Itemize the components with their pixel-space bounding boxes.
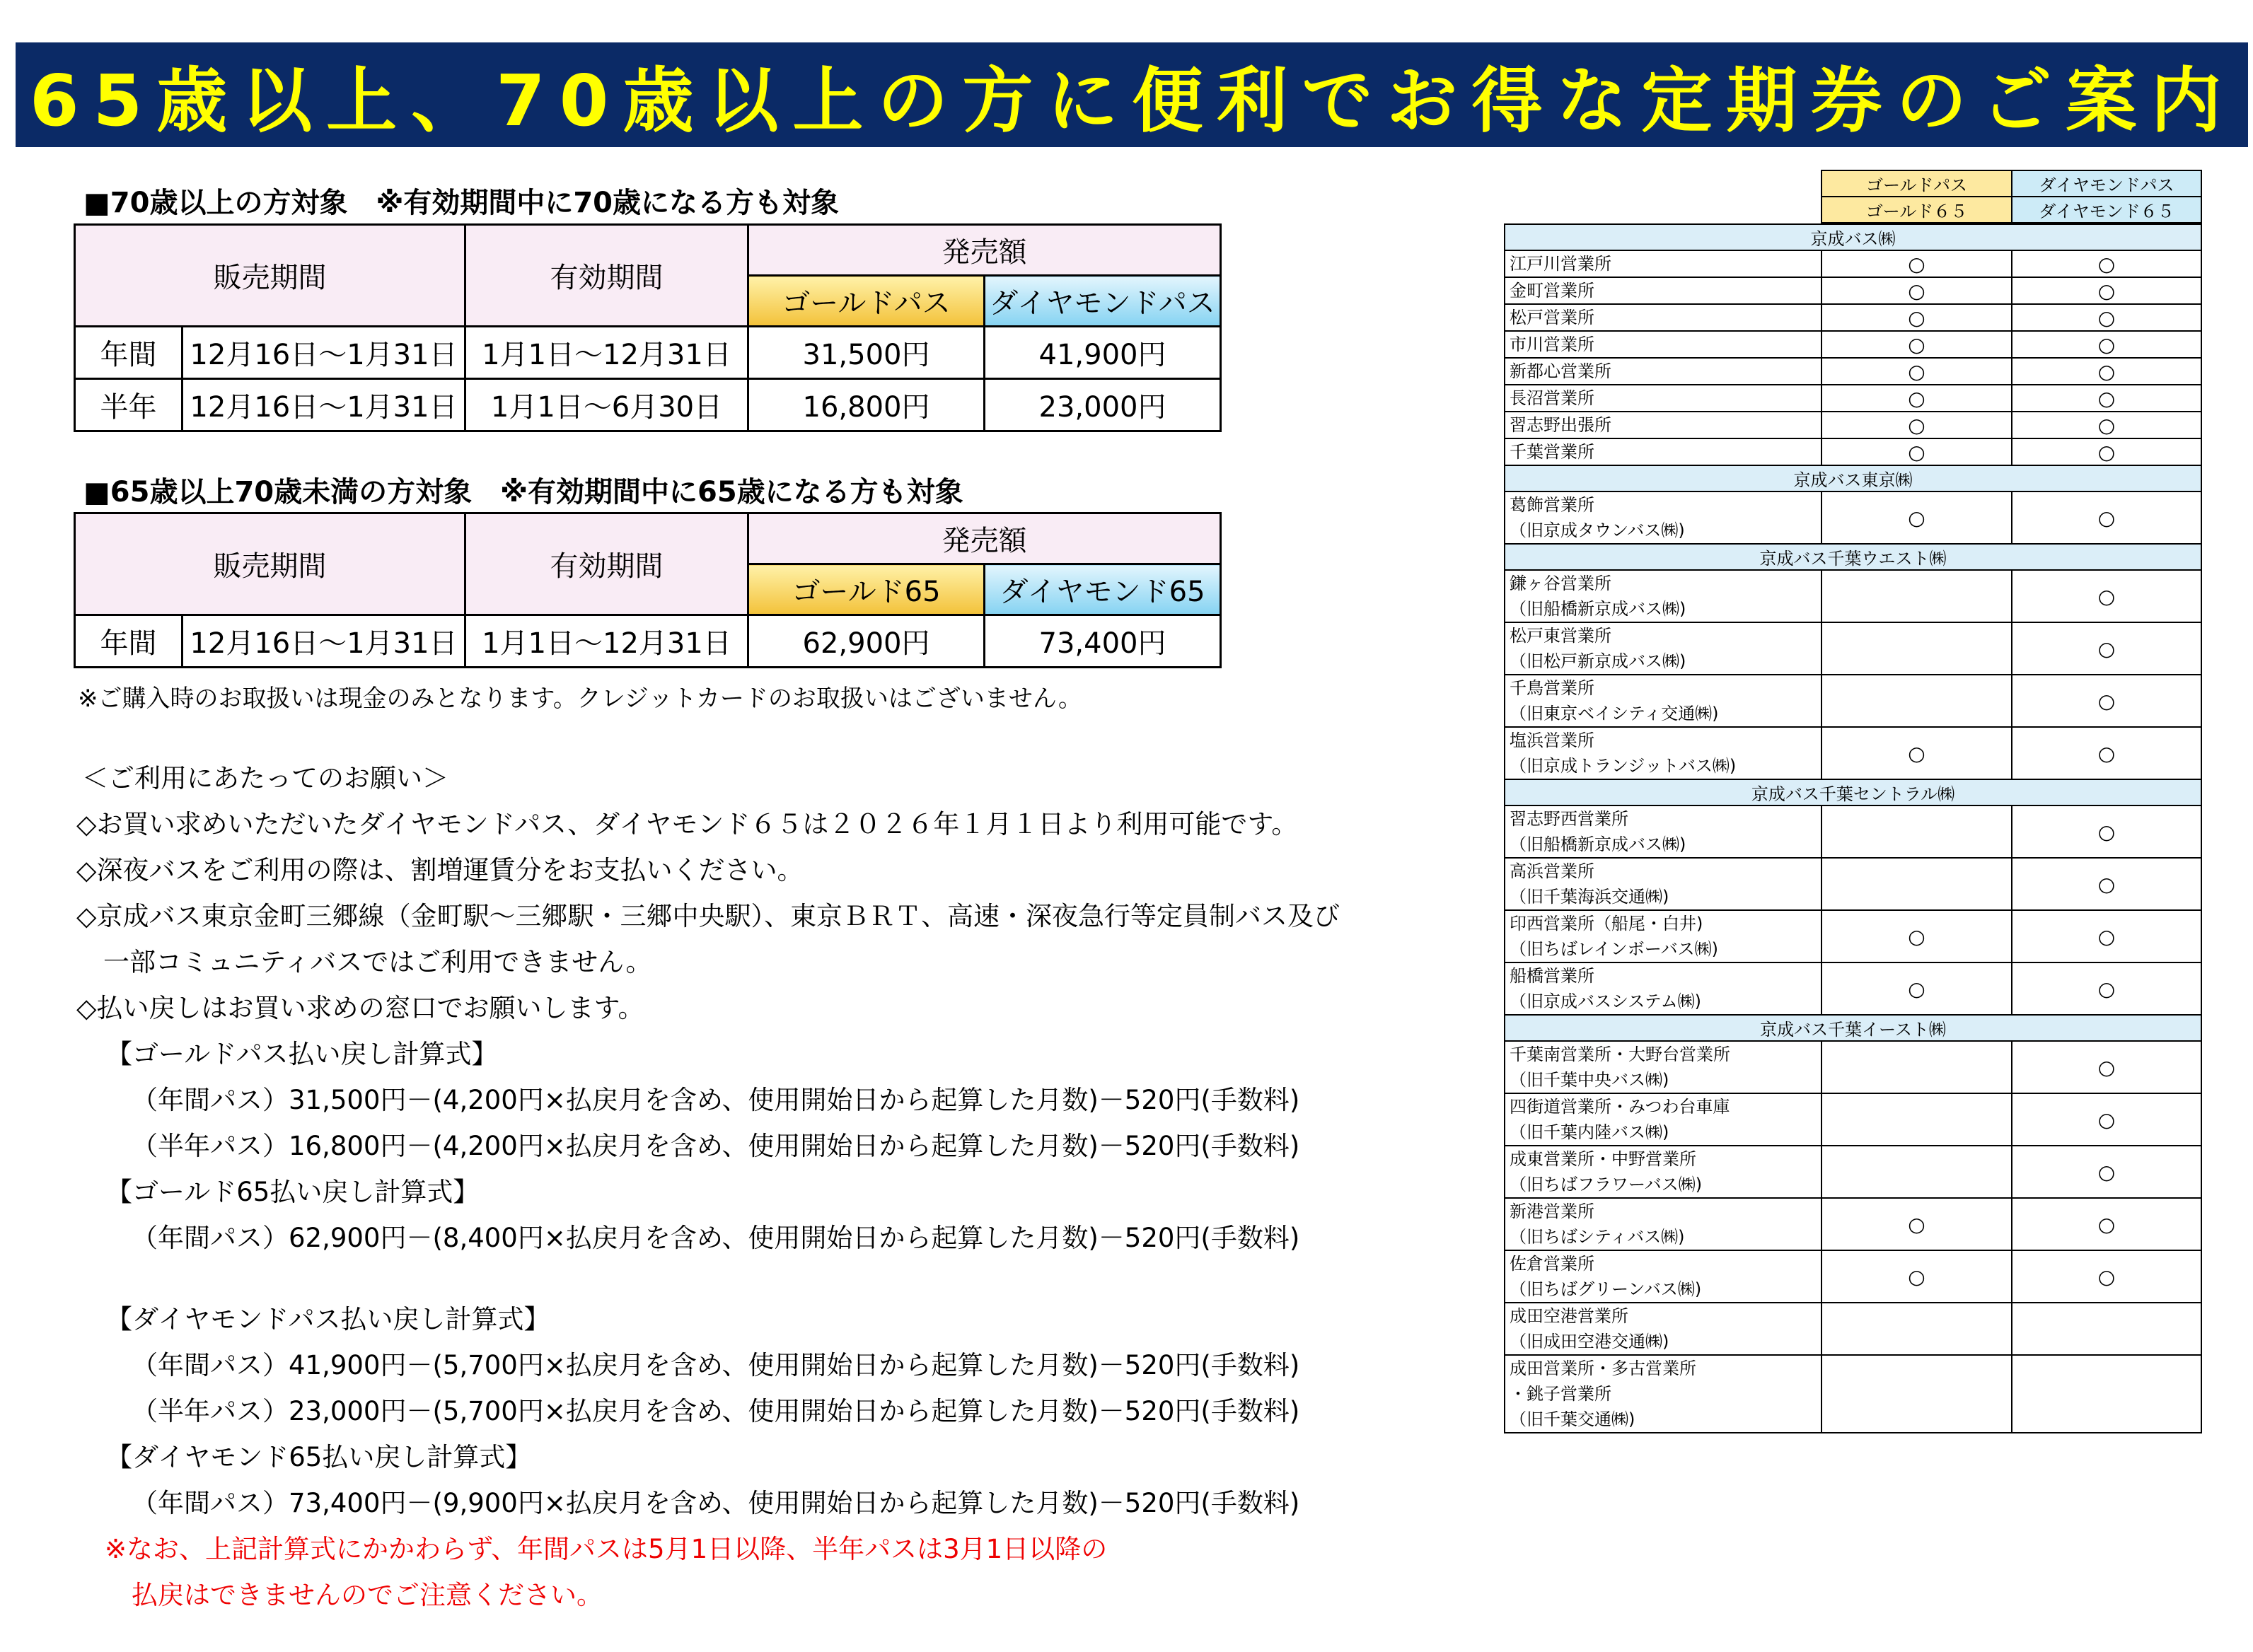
diamond-price: 73,400円 — [985, 615, 1221, 668]
header-valid-period: 有効期間 — [465, 225, 748, 327]
gold-availability-mark — [1821, 1041, 2012, 1093]
diamond-availability-mark: ○ — [2012, 570, 2201, 622]
diamond-availability-mark: ○ — [2012, 385, 2201, 412]
depot-row — [1505, 250, 2201, 277]
depot-name — [1505, 675, 1821, 727]
depot-name-line: 長沼営業所 — [1510, 388, 1594, 408]
company-group-row — [1505, 465, 2201, 491]
depot-name — [1505, 570, 1821, 622]
diamond-availability-mark — [2012, 1303, 2201, 1355]
legend-diamond65: ダイヤモンド６５ — [2012, 197, 2201, 223]
diamond-availability-mark: ○ — [2012, 910, 2201, 962]
depot-row — [1505, 805, 2201, 858]
diamond-availability-mark: ○ — [2012, 250, 2201, 277]
diamond-availability-mark: ○ — [2012, 438, 2201, 465]
pass-type: 半年 — [75, 379, 183, 431]
diamond-availability-mark: ○ — [2012, 1146, 2201, 1198]
gold-availability-mark — [1821, 1303, 2012, 1355]
diamond-price: 41,900円 — [985, 327, 1221, 379]
diamond-availability-mark: ○ — [2012, 304, 2201, 331]
depot-name-line: 金町営業所 — [1510, 281, 1594, 301]
company-name: 京成バス千葉ウエスト㈱ — [1505, 544, 2201, 570]
depot-name-line: 印西営業所（船尾・白井) — [1510, 914, 1703, 933]
refund-formula: （年間パス）41,900円－(5,700円×払戻月を含め、使用開始日から起算した月数)－520円(手数料) — [132, 1350, 1300, 1380]
depot-name — [1505, 491, 1821, 544]
depot-row — [1505, 622, 2201, 675]
depot-row — [1505, 1146, 2201, 1198]
depot-name-line: （旧松戸新京成バス㈱) — [1510, 651, 1686, 671]
diamond-availability-mark: ○ — [2012, 858, 2201, 910]
refund-formula: （半年パス）23,000円－(5,700円×払戻月を含め、使用開始日から起算した月数)－520円(手数料) — [132, 1396, 1300, 1426]
company-name: 京成バス千葉セントラル㈱ — [1505, 779, 2201, 805]
gold-price: 16,800円 — [748, 379, 985, 431]
depot-row — [1505, 1041, 2201, 1093]
depot-name — [1505, 438, 1821, 465]
depot-row — [1505, 962, 2201, 1015]
depot-name-line: （旧千葉海浜交通㈱) — [1510, 887, 1669, 907]
depot-name-line: 習志野出張所 — [1510, 415, 1611, 435]
depot-row — [1505, 358, 2201, 385]
depot-row — [1505, 675, 2201, 727]
gold-availability-mark: ○ — [1821, 358, 2012, 385]
note-line: ◇お買い求めいただいたダイヤモンドパス、ダイヤモンド６５は２０２６年１月１日より利用可能です。 — [76, 809, 1298, 839]
diamond-availability-mark: ○ — [2012, 358, 2201, 385]
depot-name-line: （旧ちばシティバス㈱) — [1510, 1227, 1685, 1247]
depot-row — [1505, 858, 2201, 910]
depot-name — [1505, 1355, 1821, 1433]
depot-name — [1505, 1041, 1821, 1093]
company-group-row — [1505, 224, 2201, 250]
price-row — [75, 327, 1221, 379]
depot-name — [1505, 1146, 1821, 1198]
title-banner — [16, 42, 2248, 147]
depot-row — [1505, 304, 2201, 331]
depot-name-line: （旧京成トランジットバス㈱) — [1510, 756, 1737, 776]
pass-legend — [1821, 170, 2202, 223]
note-line: 一部コミュニティバスではご利用できません。 — [103, 947, 652, 977]
gold-availability-mark: ○ — [1821, 277, 2012, 304]
header-sale-period: 販売期間 — [75, 225, 465, 327]
depot-name-line: 千葉南営業所・大野台営業所 — [1510, 1045, 1730, 1064]
depot-row — [1505, 1355, 2201, 1433]
depot-row — [1505, 438, 2201, 465]
depot-name-line: （旧ちばレインボーバス㈱) — [1510, 939, 1718, 959]
depot-row — [1505, 1250, 2201, 1303]
diamond-availability-mark: ○ — [2012, 1250, 2201, 1303]
depot-row — [1505, 385, 2201, 412]
depot-name — [1505, 1198, 1821, 1250]
gold-availability-mark — [1821, 570, 2012, 622]
depot-name-line: （旧船橋新京成バス㈱) — [1510, 834, 1686, 854]
gold-availability-mark: ○ — [1821, 304, 2012, 331]
depot-name-line: 松戸東営業所 — [1510, 626, 1611, 646]
note-line: ◇払い戻しはお買い求めの窓口でお願いします。 — [76, 993, 644, 1023]
price-row — [75, 379, 1221, 431]
refund-formula: （年間パス）73,400円－(9,900円×払戻月を含め、使用開始日から起算した月数)－520円(手数料) — [132, 1488, 1300, 1518]
depot-name-line: 江戸川営業所 — [1510, 254, 1611, 274]
gold-availability-mark: ○ — [1821, 438, 2012, 465]
gold-availability-mark — [1821, 1093, 2012, 1146]
depot-name-line: 塩浜営業所 — [1510, 731, 1594, 750]
depot-name-line: （旧船橋新京成バス㈱) — [1510, 599, 1686, 619]
payment-note: ※ご購入時のお取扱いは現金のみとなります。クレジットカードのお取扱いはございません。 — [78, 685, 1082, 713]
depot-name-line: ・銚子営業所 — [1510, 1384, 1611, 1404]
refund-heading: 【ゴールドパス払い戻し計算式】 — [106, 1039, 498, 1069]
diamond-availability-mark: ○ — [2012, 331, 2201, 358]
depot-name — [1505, 250, 1821, 277]
gold-price: 31,500円 — [748, 327, 985, 379]
gold-availability-mark: ○ — [1821, 962, 2012, 1015]
notes-heading: ＜ご利用にあたってのお願い＞ — [82, 763, 448, 793]
depot-name-line: （旧ちばフラワーバス㈱) — [1510, 1175, 1703, 1194]
depot-name — [1505, 385, 1821, 412]
depot-row — [1505, 1198, 2201, 1250]
gold-availability-mark — [1821, 675, 2012, 727]
header-diamond-pass: ダイヤモンドパス — [985, 276, 1221, 327]
depot-table — [1504, 223, 2202, 1433]
depot-name-line: 佐倉営業所 — [1510, 1254, 1594, 1274]
legend-gold65: ゴールド６５ — [1821, 197, 2012, 223]
depot-row — [1505, 570, 2201, 622]
refund-warning: ※なお、上記計算式にかかわらず、年間パスは5月1日以降、半年パスは3月1日以降の — [105, 1534, 1108, 1564]
price-row — [75, 615, 1221, 668]
diamond-availability-mark: ○ — [2012, 1198, 2201, 1250]
gold-availability-mark — [1821, 858, 2012, 910]
price-table-65 — [74, 512, 1222, 668]
depot-name — [1505, 962, 1821, 1015]
depot-name — [1505, 622, 1821, 675]
depot-name-line: （旧東京ベイシティ交通㈱) — [1510, 704, 1719, 723]
diamond-availability-mark: ○ — [2012, 1041, 2201, 1093]
header-valid-period: 有効期間 — [465, 513, 748, 615]
depot-name — [1505, 304, 1821, 331]
gold-availability-mark: ○ — [1821, 727, 2012, 779]
depot-name — [1505, 1093, 1821, 1146]
diamond-availability-mark: ○ — [2012, 412, 2201, 438]
depot-name-line: （旧京成バスシステム㈱) — [1510, 991, 1701, 1011]
depot-name-line: （旧千葉内陸バス㈱) — [1510, 1122, 1669, 1142]
depot-name-line: 葛飾営業所 — [1510, 495, 1594, 515]
depot-name — [1505, 412, 1821, 438]
depot-name-line: 成田営業所・多古営業所 — [1510, 1359, 1696, 1378]
refund-heading: 【ダイヤモンドパス払い戻し計算式】 — [106, 1304, 550, 1334]
diamond-price: 23,000円 — [985, 379, 1221, 431]
gold-availability-mark — [1821, 622, 2012, 675]
gold-availability-mark: ○ — [1821, 250, 2012, 277]
company-group-row — [1505, 1015, 2201, 1041]
sale-period: 12月16日～1月31日 — [183, 327, 465, 379]
depot-name-line: 成東営業所・中野営業所 — [1510, 1149, 1696, 1169]
company-name: 京成バス千葉イースト㈱ — [1505, 1015, 2201, 1041]
refund-heading: 【ダイヤモンド65払い戻し計算式】 — [106, 1442, 532, 1472]
header-gold-pass: ゴールドパス — [748, 276, 985, 327]
depot-name — [1505, 910, 1821, 962]
diamond-availability-mark: ○ — [2012, 1093, 2201, 1146]
depot-name-line: （旧千葉交通㈱) — [1510, 1409, 1635, 1429]
note-line: ◇深夜バスをご利用の際は、割増運賃分をお支払いください。 — [76, 855, 804, 885]
depot-name-line: 成田空港営業所 — [1510, 1306, 1628, 1326]
depot-name-line: 新港営業所 — [1510, 1202, 1594, 1221]
depot-name-line: 習志野西営業所 — [1510, 809, 1628, 829]
legend-gold-pass: ゴールドパス — [1821, 170, 2012, 197]
company-name: 京成バス㈱ — [1505, 224, 2201, 250]
price-table-70 — [74, 223, 1222, 432]
depot-name-line: 松戸営業所 — [1510, 308, 1594, 327]
depot-row — [1505, 491, 2201, 544]
company-name: 京成バス東京㈱ — [1505, 465, 2201, 491]
company-group-row — [1505, 779, 2201, 805]
gold-availability-mark: ○ — [1821, 331, 2012, 358]
gold-availability-mark: ○ — [1821, 910, 2012, 962]
pass-type: 年間 — [75, 615, 183, 668]
header-sale-period: 販売期間 — [75, 513, 465, 615]
depot-name-line: （旧千葉中央バス㈱) — [1510, 1070, 1669, 1090]
diamond-availability-mark: ○ — [2012, 805, 2201, 858]
depot-name — [1505, 358, 1821, 385]
diamond-availability-mark: ○ — [2012, 277, 2201, 304]
depot-name — [1505, 277, 1821, 304]
depot-row — [1505, 910, 2201, 962]
section-65-title: ■65歳以上70歳未満の方対象 ※有効期間中に65歳になる方も対象 — [83, 476, 963, 508]
depot-name — [1505, 858, 1821, 910]
depot-name-line: （旧京成タウンバス㈱) — [1510, 520, 1685, 540]
gold-availability-mark: ○ — [1821, 1198, 2012, 1250]
diamond-availability-mark: ○ — [2012, 727, 2201, 779]
depot-name-line: 千葉営業所 — [1510, 442, 1594, 462]
depot-name — [1505, 1250, 1821, 1303]
depot-name-line: （旧ちばグリーンバス㈱) — [1510, 1279, 1702, 1299]
gold-availability-mark: ○ — [1821, 412, 2012, 438]
depot-name-line: （旧成田空港交通㈱) — [1510, 1332, 1669, 1351]
header-price: 発売額 — [748, 513, 1221, 564]
depot-row — [1505, 1093, 2201, 1146]
depot-row — [1505, 412, 2201, 438]
note-line: ◇京成バス東京金町三郷線（金町駅～三郷駅・三郷中央駅）、東京ＢＲＴ、高速・深夜急行等定員制バス及び — [76, 901, 1340, 931]
depot-name — [1505, 1303, 1821, 1355]
header-gold65: ゴールド65 — [748, 564, 985, 615]
sale-period: 12月16日～1月31日 — [183, 615, 465, 668]
diamond-availability-mark: ○ — [2012, 491, 2201, 544]
refund-heading: 【ゴールド65払い戻し計算式】 — [106, 1177, 480, 1207]
valid-period: 1月1日～12月31日 — [465, 327, 748, 379]
depot-name — [1505, 331, 1821, 358]
header-diamond65: ダイヤモンド65 — [985, 564, 1221, 615]
legend-diamond-pass: ダイヤモンドパス — [2012, 170, 2201, 197]
valid-period: 1月1日～12月31日 — [465, 615, 748, 668]
pass-type: 年間 — [75, 327, 183, 379]
depot-name — [1505, 805, 1821, 858]
depot-name-line: 鎌ヶ谷営業所 — [1510, 574, 1611, 593]
depot-name-line: 四街道営業所・みつわ台車庫 — [1510, 1097, 1730, 1117]
depot-name-line: 高浜営業所 — [1510, 861, 1594, 881]
valid-period: 1月1日～6月30日 — [465, 379, 748, 431]
gold-availability-mark: ○ — [1821, 1250, 2012, 1303]
refund-formula: （年間パス）62,900円－(8,400円×払戻月を含め、使用開始日から起算した月数)－520円(手数料) — [132, 1223, 1300, 1253]
depot-name-line: 船橋営業所 — [1510, 966, 1594, 986]
gold-availability-mark — [1821, 805, 2012, 858]
depot-name-line: 新都心営業所 — [1510, 361, 1611, 381]
section-70-title: ■70歳以上の方対象 ※有効期間中に70歳になる方も対象 — [83, 187, 840, 219]
depot-row — [1505, 331, 2201, 358]
gold-price: 62,900円 — [748, 615, 985, 668]
diamond-availability-mark: ○ — [2012, 675, 2201, 727]
depot-name — [1505, 727, 1821, 779]
refund-warning: 払戻はできませんのでご注意ください。 — [132, 1580, 603, 1610]
diamond-availability-mark: ○ — [2012, 622, 2201, 675]
gold-availability-mark — [1821, 1355, 2012, 1433]
header-price: 発売額 — [748, 225, 1221, 276]
gold-availability-mark: ○ — [1821, 491, 2012, 544]
sale-period: 12月16日～1月31日 — [183, 379, 465, 431]
depot-name-line: 市川営業所 — [1510, 335, 1594, 354]
depot-row — [1505, 277, 2201, 304]
diamond-availability-mark: ○ — [2012, 962, 2201, 1015]
depot-row — [1505, 1303, 2201, 1355]
refund-formula: （半年パス）16,800円－(4,200円×払戻月を含め、使用開始日から起算した月数)－520円(手数料) — [132, 1131, 1300, 1161]
page-title: 65歳以上、70歳以上の方に便利でお得な定期券のご案内 — [30, 59, 2236, 142]
company-group-row — [1505, 544, 2201, 570]
depot-row — [1505, 727, 2201, 779]
depot-name-line: 千鳥営業所 — [1510, 678, 1594, 698]
gold-availability-mark — [1821, 1146, 2012, 1198]
gold-availability-mark: ○ — [1821, 385, 2012, 412]
diamond-availability-mark — [2012, 1355, 2201, 1433]
refund-formula: （年間パス）31,500円－(4,200円×払戻月を含め、使用開始日から起算した月数)－520円(手数料) — [132, 1085, 1300, 1115]
